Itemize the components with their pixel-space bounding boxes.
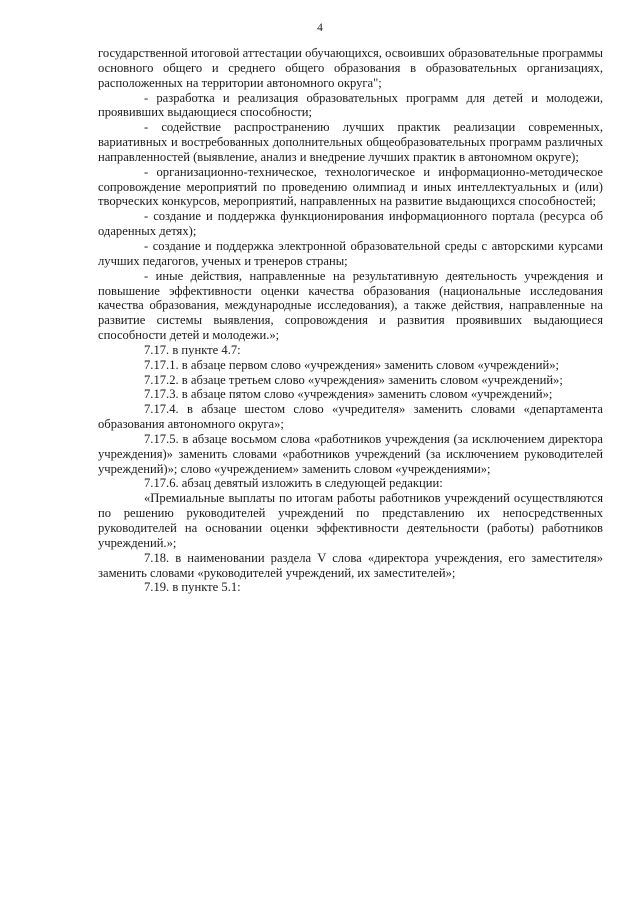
document-body [98,46,603,595]
document-paragraph: - организационно-техническое, технологическое и информационно-методическое сопровождение мероприятий по проведению олимпиад и иных интеллектуальных и (или) творческих конкурсов, мероприятий, направленных на развитие выдающихся способностей; [98,164,603,209]
document-paragraph: 7.17.6. абзац девятый изложить в следующей редакции: [144,476,443,491]
document-paragraph: 7.17.1. в абзаце первом слово «учреждения» заменить словом «учреждений»; [144,357,560,372]
document-paragraph: - иные действия, направленные на результативную деятельность учреждения и повышение эффективности оценки качества образования (национальные исследования качества образования, международные исследования), а также действия, направленные на развитие системы выявления, сопровождения и развития проявивших выдающиеся способности детей и молодежи.»; [98,268,603,343]
document-paragraph: - разработка и реализация образовательных программ для детей и молодежи, проявивших выдающиеся способности; [98,90,603,120]
page-number: 4 [317,22,323,34]
document-paragraph: 7.17.3. в абзаце пятом слово «учреждения» заменить словом «учреждений»; [144,387,553,402]
document-paragraph: 7.19. в пункте 5.1: [144,580,241,595]
document-paragraph: 7.17.5. в абзаце восьмом слова «работников учреждения (за исключением директора учреждения)» заменить словами «работников учреждений (за исключением руководителей учреждений)»; слово «учреждением» заменить словом «учреждениями»; [98,431,603,476]
document-paragraph: - создание и поддержка функционирования информационного портала (ресурса об одаренных детях); [98,209,603,239]
document-paragraph: - создание и поддержка электронной образовательной среды с авторскими курсами лучших педагогов, ученых и тренеров страны; [98,238,603,268]
document-paragraph: государственной итоговой аттестации обучающихся, освоивших образовательные программы основного общего и среднего общего образования в образовательных организациях, расположенных на территории автономного округа"; [98,46,603,90]
document-paragraph: - содействие распространению лучших практик реализации современных, вариативных и востребованных дополнительных общеобразовательных программ различных направленностей (выявление, анализ и внедрение лучших практик в автономном округе); [98,120,603,164]
document-paragraph: 7.18. в наименовании раздела V слова «директора учреждения, его заместителя» заменить словами «руководителей учреждений, их заместителей»; [98,550,603,580]
document-paragraph: 7.17.2. в абзаце третьем слово «учреждения» заменить словом «учреждений»; [144,372,563,387]
document-paragraph: 7.17. в пункте 4.7: [144,342,241,357]
document-paragraph: 7.17.4. в абзаце шестом слово «учредителя» заменить словами «департамента образования автономного округа»; [98,402,603,432]
document-paragraph: «Премиальные выплаты по итогам работы работников учреждений осуществляются по решению руководителей учреждений по представлению их непосредственных руководителей на основании оценки эффективности деятельности (работы) работников учреждений.»; [98,491,603,550]
